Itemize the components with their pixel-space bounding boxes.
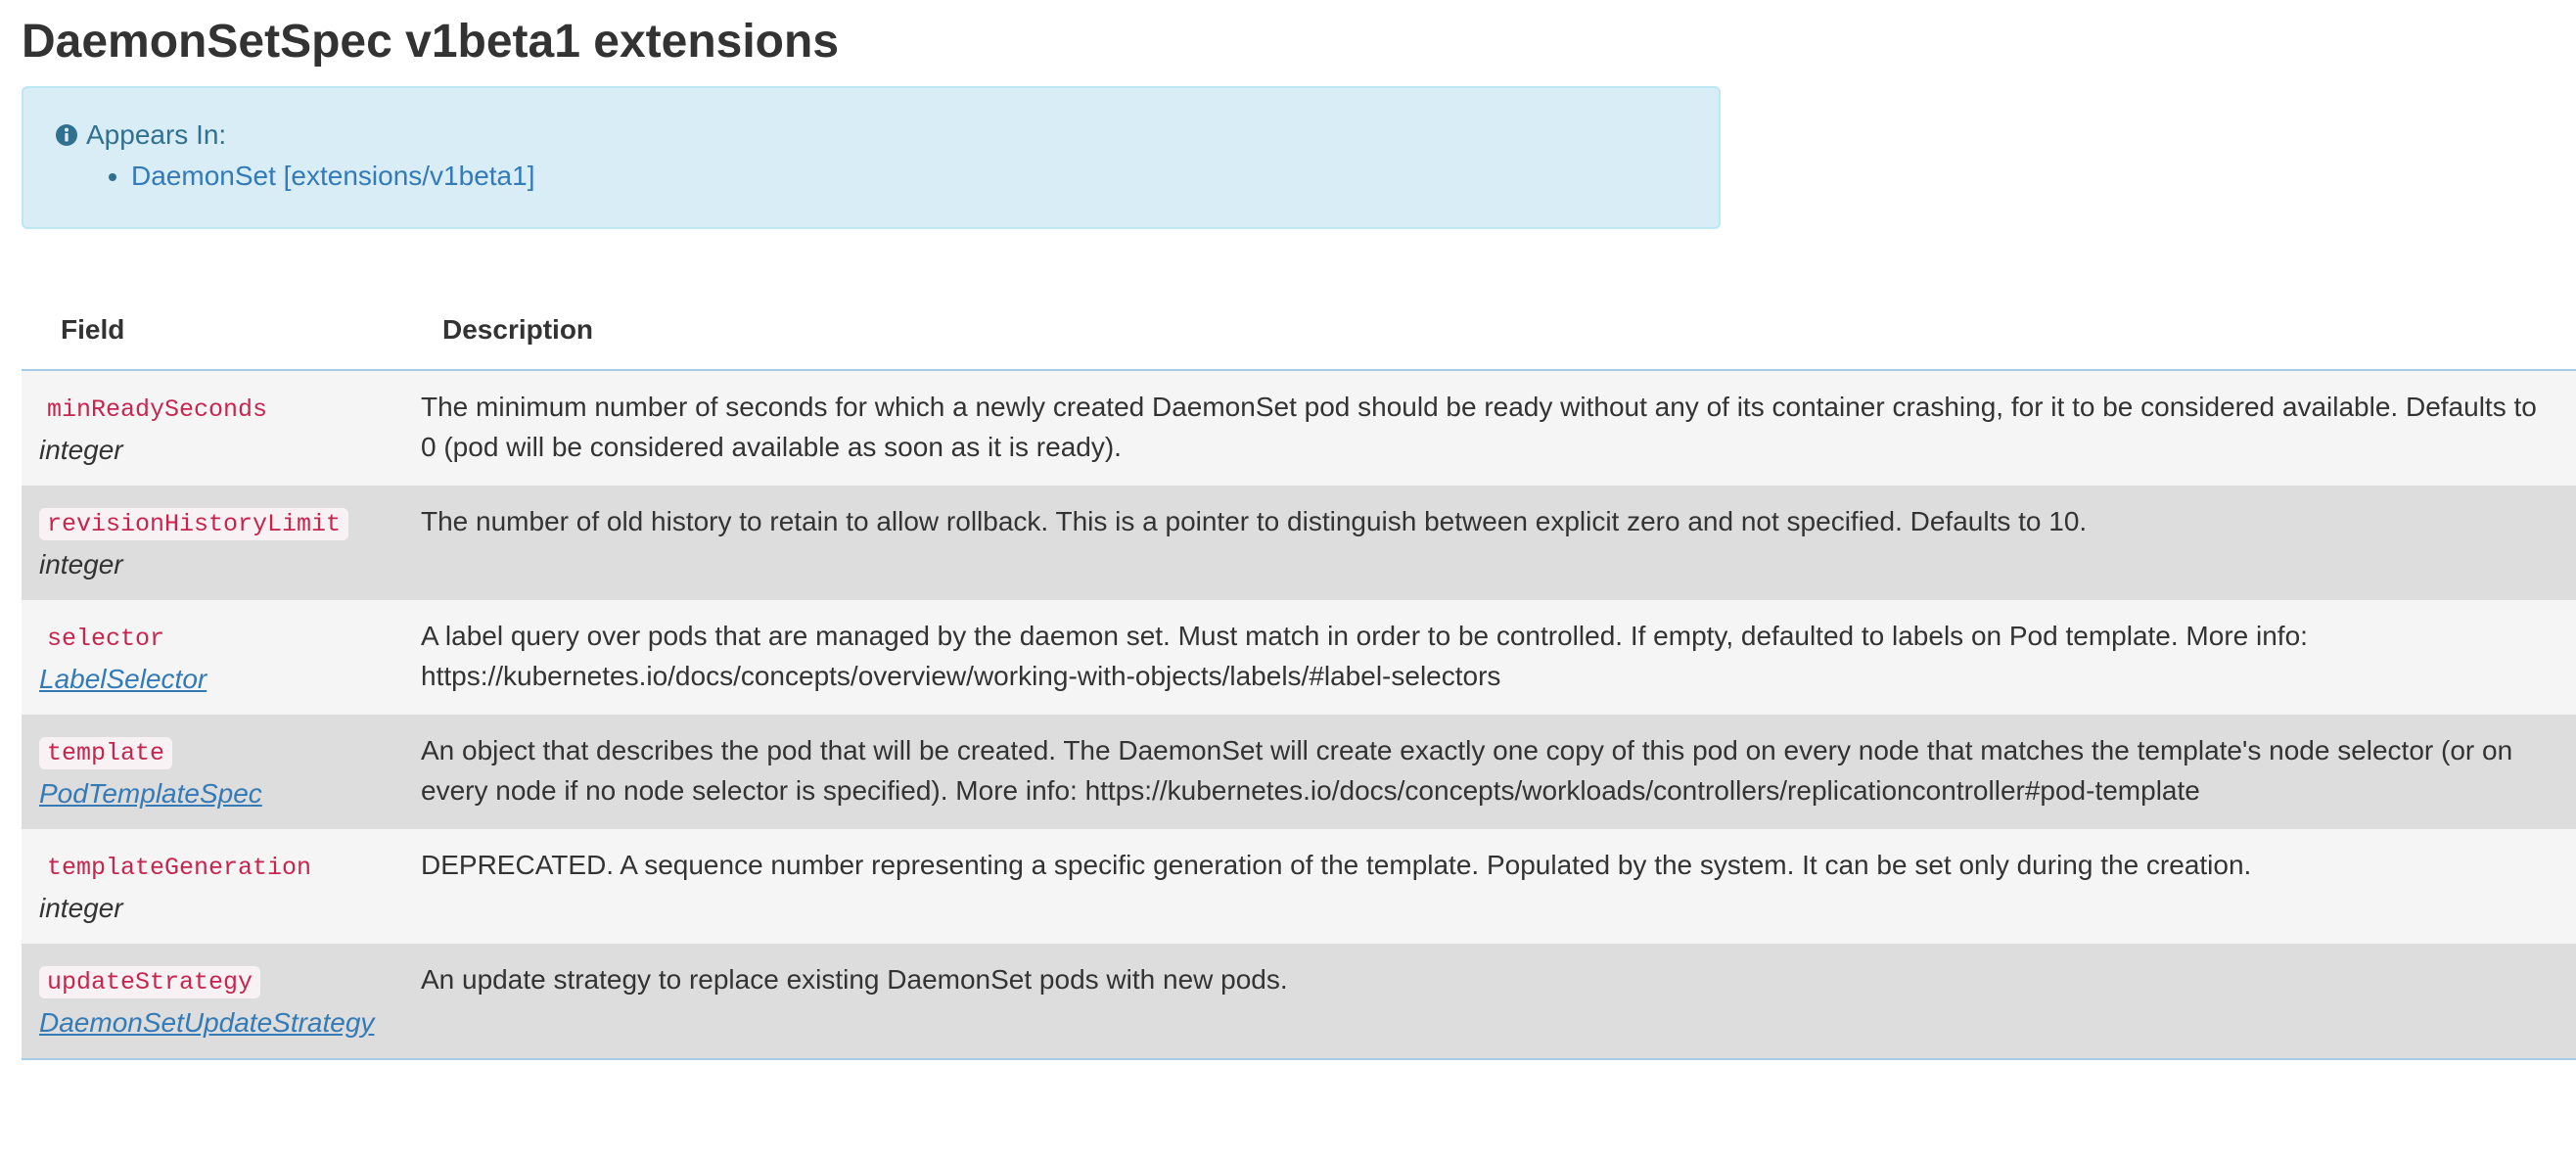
appears-in-panel: [22, 86, 1721, 229]
field-type-link[interactable]: PodTemplateSpec: [39, 778, 262, 809]
field-description: An update strategy to replace existing DaemonSet pods with new pods.: [403, 944, 2576, 1059]
field-cell: [22, 944, 403, 1059]
field-name: minReadySeconds: [47, 395, 268, 424]
field-cell: [22, 486, 403, 600]
table-header-row: [22, 284, 2576, 370]
field-name: revisionHistoryLimit: [39, 508, 348, 540]
info-circle-icon: [55, 123, 78, 147]
field-name: updateStrategy: [39, 966, 260, 998]
page: [22, 0, 2576, 1038]
fields-table: [22, 284, 2576, 1060]
table-row: [22, 944, 2576, 1059]
appears-in-list: [55, 159, 1687, 194]
table-row: [22, 600, 2576, 715]
field-cell: [22, 370, 403, 486]
field-type: integer: [39, 549, 123, 580]
field-type: integer: [39, 893, 123, 923]
field-description: A label query over pods that are managed by the daemon set. Must match in order to be controlled. If empty, defaulted to labels on Pod template. More info: https://kubernetes.io/docs/concepts/overview/working-with-objects/labels/#label-selectors: [403, 600, 2576, 715]
table-row: [22, 370, 2576, 486]
field-type-link[interactable]: LabelSelector: [39, 664, 207, 694]
field-name: templateGeneration: [47, 854, 312, 882]
field-name: selector: [47, 625, 165, 653]
appears-in-heading: Appears In:: [86, 119, 227, 150]
field-description: DEPRECATED. A sequence number representing a specific generation of the template. Populated by the system. It can be set only during the creation.: [403, 829, 2576, 944]
field-description: The minimum number of seconds for which a newly created DaemonSet pod should be ready without any of its container crashing, for it to be considered available. Defaults to 0 (pod will be considered available as soon as it is ready).: [403, 370, 2576, 486]
field-cell: [22, 600, 403, 715]
appears-in-heading-row: [55, 117, 1687, 153]
appears-in-link-daemonset[interactable]: DaemonSet [extensions/v1beta1]: [131, 161, 535, 191]
table-row: [22, 829, 2576, 944]
table-row: [22, 715, 2576, 829]
field-type-link[interactable]: DaemonSetUpdateStrategy: [39, 1007, 375, 1038]
page-title: DaemonSetSpec v1beta1 extensions: [22, 16, 840, 68]
field-name: template: [39, 737, 172, 769]
table-row: [22, 486, 2576, 600]
field-cell: [22, 829, 403, 944]
field-type: integer: [39, 435, 123, 465]
header-field: Field: [22, 284, 403, 370]
field-cell: [22, 715, 403, 829]
header-description: Description: [403, 284, 2576, 370]
field-description: An object that describes the pod that will be created. The DaemonSet will create exactly one copy of this pod on every node that matches the template's node selector (or on every node if no node selector is specified). More info: https://kubernetes.io/docs/concepts/workloads/controllers/replicationcontroller#pod-template: [403, 715, 2576, 829]
appears-in-item: [131, 159, 1687, 194]
field-description: The number of old history to retain to allow rollback. This is a pointer to distinguish between explicit zero and not specified. Defaults to 10.: [403, 486, 2576, 600]
